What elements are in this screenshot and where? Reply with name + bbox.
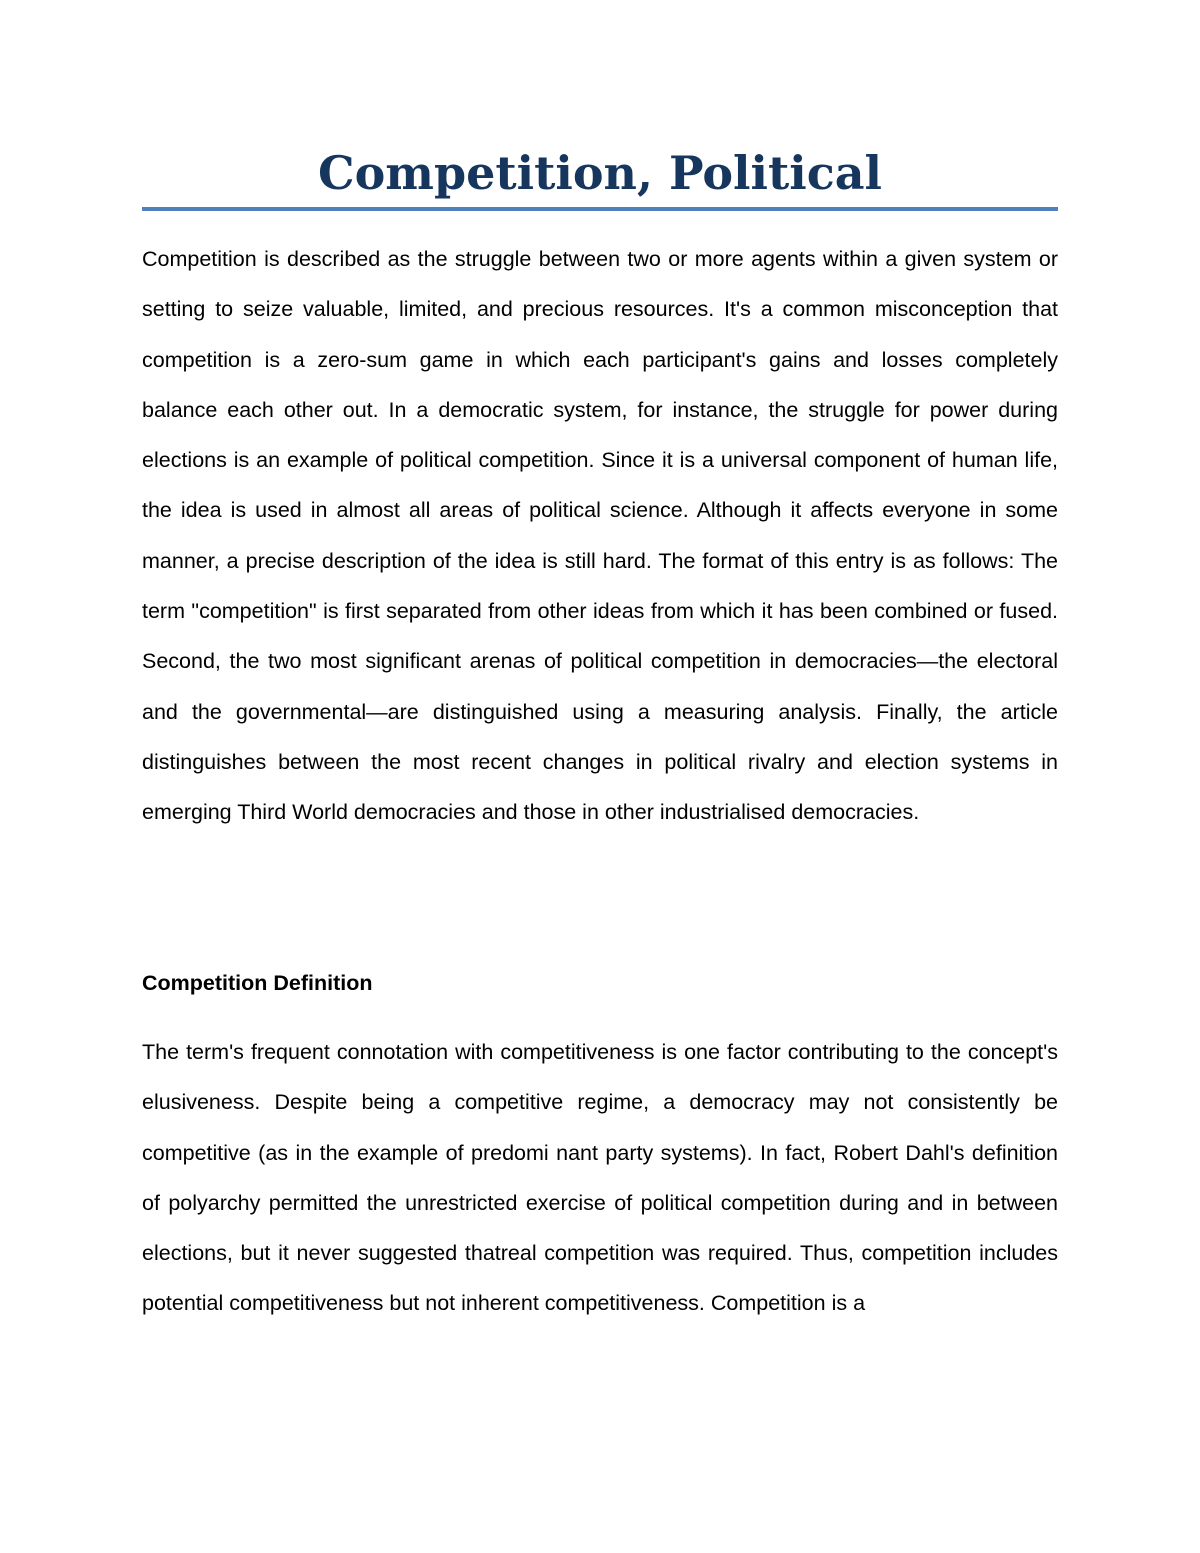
paragraph-definition: The term's frequent connotation with competitiveness is one factor contributing to the concept's elusiveness. Despite being a competitive regime, a democracy may not consistently be competitive (as in the example of predomi nant party systems). In fact, Robert Dahl's definition of polyarchy permitted the unrestricted exercise of political competition during and in between elections, but it never suggested thatreal competition was required. Thus, competition includes potential competitiveness but not inherent competitiveness. Competition is a (142, 1040, 1058, 1316)
section-heading-competition-definition: Competition Definition (142, 971, 373, 995)
title-underline-rule (142, 207, 1058, 211)
paragraph-intro: Competition is described as the struggle between two or more agents within a given system or setting to seize valuable, limited, and precious resources. It's a common misconception that competition is a zero-sum game in which each participant's gains and losses completely balance each other out. In a democratic system, for instance, the struggle for power during elections is an example of political competition. Since it is a universal component of human life, the idea is used in almost all areas of political science. Although it affects everyone in some manner, a precise description of the idea is still hard. The format of this entry is as follows: The term "competition" is first separated from other ideas from which it has been combined or fused. Second, the two most significant arenas of political competition in democracies—the electoral and the governmental—are distinguished using a measuring analysis. Finally, the article distinguishes between the most recent changes in political rivalry and election systems in emerging Third World democracies and those in other industrialised democracies. (142, 247, 1058, 825)
document-title: Competition, Political (318, 146, 882, 200)
